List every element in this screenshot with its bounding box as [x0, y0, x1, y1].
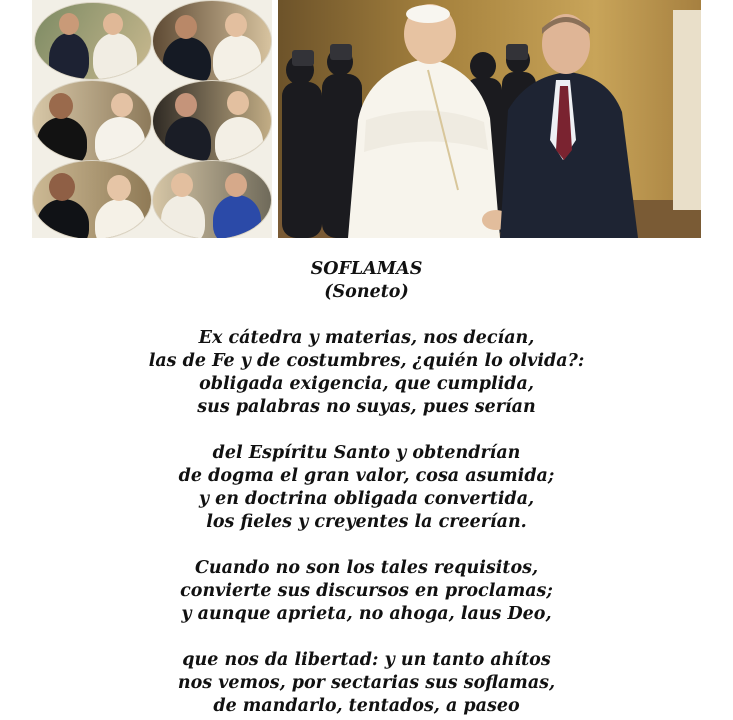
collage-photo-6: [152, 160, 272, 238]
meeting-photo: [278, 0, 701, 238]
verse-line: obligada exigencia, que cumplida,: [199, 374, 534, 394]
stanza-2: [0, 442, 733, 534]
verse-line: Cuando no son los tales requisitos,: [194, 558, 539, 578]
verse-line: y en doctrina obligada convertida,: [198, 489, 535, 509]
verse-line: Ex cátedra y materias, nos decían,: [198, 328, 535, 348]
verse-line: del Espíritu Santo y obtendrían: [212, 443, 521, 463]
collage-photo-3: [32, 80, 152, 162]
poem: [0, 258, 733, 718]
verse-line: nos vemos, por sectarias sus soflamas,: [177, 673, 556, 693]
collage-photo-4: [152, 80, 272, 162]
verse-line: y aunque aprieta, no ahoga, laus Deo,: [181, 604, 552, 624]
verse-line: los fieles y creyentes la creerían.: [206, 512, 527, 532]
photo-collage: [32, 0, 272, 238]
verse-line: convierte sus discursos en proclamas;: [180, 581, 553, 601]
stanza-4: [0, 649, 733, 718]
verse-line: que nos da libertad: y un tanto ahítos: [182, 650, 551, 670]
stanza-3: [0, 557, 733, 626]
collage-photo-2: [152, 0, 272, 82]
collage-photo-5: [32, 160, 152, 238]
stanza-1: [0, 327, 733, 419]
verse-line: sus palabras no suyas, pues serían: [197, 397, 536, 417]
verse-line: de dogma el gran valor, cosa asumida;: [178, 466, 555, 486]
verse-line: las de Fe y de costumbres, ¿quién lo olvida?:: [148, 351, 585, 371]
verse-line: de mandarlo, tentados, a paseo: [213, 696, 520, 716]
meeting-photo-illustration: [278, 0, 701, 238]
poem-subtitle: (Soneto): [324, 282, 409, 302]
poem-title: SOFLAMAS: [310, 259, 423, 279]
collage-photo-1: [34, 2, 152, 80]
